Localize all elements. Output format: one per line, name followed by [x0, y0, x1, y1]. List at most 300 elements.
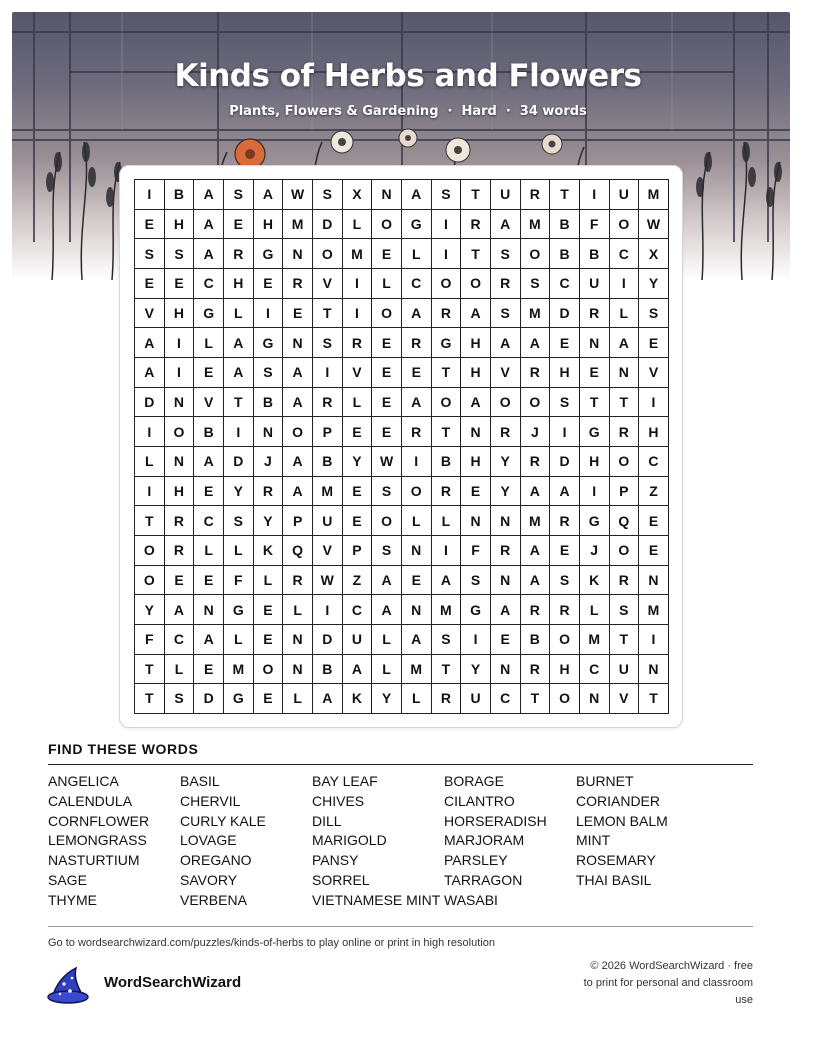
- grid-cell[interactable]: N: [491, 506, 521, 536]
- grid-cell[interactable]: L: [135, 447, 165, 477]
- grid-cell[interactable]: Q: [283, 536, 313, 566]
- grid-cell[interactable]: Y: [461, 655, 491, 685]
- grid-cell[interactable]: A: [432, 566, 462, 596]
- grid-cell[interactable]: O: [550, 625, 580, 655]
- grid-cell[interactable]: I: [343, 269, 373, 299]
- grid-cell[interactable]: O: [432, 388, 462, 418]
- grid-cell[interactable]: O: [313, 239, 343, 269]
- grid-cell[interactable]: L: [343, 388, 373, 418]
- grid-cell[interactable]: T: [135, 506, 165, 536]
- grid-cell[interactable]: R: [521, 180, 551, 210]
- grid-cell[interactable]: R: [402, 417, 432, 447]
- grid-cell[interactable]: R: [165, 536, 195, 566]
- grid-cell[interactable]: I: [639, 388, 669, 418]
- grid-cell[interactable]: L: [580, 595, 610, 625]
- grid-cell[interactable]: R: [521, 655, 551, 685]
- grid-cell[interactable]: M: [521, 299, 551, 329]
- grid-cell[interactable]: D: [224, 447, 254, 477]
- grid-cell[interactable]: L: [194, 328, 224, 358]
- grid-cell[interactable]: E: [135, 210, 165, 240]
- grid-cell[interactable]: S: [639, 299, 669, 329]
- grid-cell[interactable]: I: [254, 299, 284, 329]
- grid-cell[interactable]: E: [550, 536, 580, 566]
- grid-cell[interactable]: T: [521, 684, 551, 714]
- grid-cell[interactable]: R: [491, 269, 521, 299]
- grid-cell[interactable]: T: [135, 684, 165, 714]
- grid-cell[interactable]: N: [639, 655, 669, 685]
- grid-cell[interactable]: A: [224, 358, 254, 388]
- grid-cell[interactable]: M: [432, 595, 462, 625]
- grid-cell[interactable]: G: [224, 595, 254, 625]
- grid-cell[interactable]: G: [402, 210, 432, 240]
- grid-cell[interactable]: R: [432, 299, 462, 329]
- grid-cell[interactable]: H: [224, 269, 254, 299]
- grid-cell[interactable]: H: [461, 447, 491, 477]
- grid-cell[interactable]: D: [550, 299, 580, 329]
- grid-cell[interactable]: K: [254, 536, 284, 566]
- grid-cell[interactable]: T: [432, 358, 462, 388]
- grid-cell[interactable]: B: [194, 417, 224, 447]
- grid-cell[interactable]: I: [135, 477, 165, 507]
- grid-cell[interactable]: Y: [491, 447, 521, 477]
- grid-cell[interactable]: H: [461, 358, 491, 388]
- grid-cell[interactable]: N: [610, 358, 640, 388]
- grid-cell[interactable]: O: [402, 477, 432, 507]
- grid-cell[interactable]: Y: [372, 684, 402, 714]
- grid-cell[interactable]: C: [491, 684, 521, 714]
- grid-cell[interactable]: P: [283, 506, 313, 536]
- grid-cell[interactable]: W: [639, 210, 669, 240]
- grid-cell[interactable]: N: [491, 655, 521, 685]
- grid-cell[interactable]: I: [224, 417, 254, 447]
- grid-cell[interactable]: O: [550, 684, 580, 714]
- grid-cell[interactable]: S: [313, 328, 343, 358]
- grid-cell[interactable]: Y: [639, 269, 669, 299]
- grid-cell[interactable]: R: [610, 417, 640, 447]
- grid-cell[interactable]: S: [432, 180, 462, 210]
- grid-cell[interactable]: H: [254, 210, 284, 240]
- grid-cell[interactable]: O: [135, 566, 165, 596]
- grid-cell[interactable]: R: [580, 299, 610, 329]
- footer-link-text[interactable]: Go to wordsearchwizard.com/puzzles/kinds-of-herbs to play online or print in high resolution: [48, 937, 495, 949]
- grid-cell[interactable]: K: [580, 566, 610, 596]
- grid-cell[interactable]: L: [224, 625, 254, 655]
- grid-cell[interactable]: S: [165, 239, 195, 269]
- grid-cell[interactable]: M: [639, 180, 669, 210]
- grid-cell[interactable]: Y: [254, 506, 284, 536]
- grid-cell[interactable]: R: [313, 388, 343, 418]
- grid-cell[interactable]: L: [402, 239, 432, 269]
- grid-cell[interactable]: N: [580, 328, 610, 358]
- grid-cell[interactable]: O: [521, 239, 551, 269]
- grid-cell[interactable]: A: [461, 388, 491, 418]
- grid-cell[interactable]: O: [610, 536, 640, 566]
- grid-cell[interactable]: N: [194, 595, 224, 625]
- grid-cell[interactable]: A: [194, 180, 224, 210]
- grid-cell[interactable]: H: [461, 328, 491, 358]
- grid-cell[interactable]: A: [521, 536, 551, 566]
- grid-cell[interactable]: B: [580, 239, 610, 269]
- grid-cell[interactable]: R: [343, 328, 373, 358]
- grid-cell[interactable]: O: [283, 417, 313, 447]
- grid-cell[interactable]: N: [165, 388, 195, 418]
- grid-cell[interactable]: R: [432, 477, 462, 507]
- grid-cell[interactable]: H: [580, 447, 610, 477]
- grid-cell[interactable]: S: [224, 506, 254, 536]
- grid-cell[interactable]: K: [343, 684, 373, 714]
- grid-cell[interactable]: Y: [491, 477, 521, 507]
- grid-cell[interactable]: I: [402, 447, 432, 477]
- grid-cell[interactable]: C: [580, 655, 610, 685]
- grid-cell[interactable]: M: [224, 655, 254, 685]
- grid-cell[interactable]: E: [194, 655, 224, 685]
- grid-cell[interactable]: I: [432, 536, 462, 566]
- grid-cell[interactable]: L: [432, 506, 462, 536]
- grid-cell[interactable]: L: [372, 625, 402, 655]
- grid-cell[interactable]: L: [224, 299, 254, 329]
- grid-cell[interactable]: N: [372, 180, 402, 210]
- grid-cell[interactable]: A: [491, 595, 521, 625]
- grid-cell[interactable]: Q: [610, 506, 640, 536]
- grid-cell[interactable]: E: [165, 269, 195, 299]
- grid-cell[interactable]: B: [313, 447, 343, 477]
- grid-cell[interactable]: R: [432, 684, 462, 714]
- grid-cell[interactable]: N: [402, 536, 432, 566]
- grid-cell[interactable]: E: [580, 358, 610, 388]
- grid-cell[interactable]: W: [372, 447, 402, 477]
- grid-cell[interactable]: E: [372, 388, 402, 418]
- grid-cell[interactable]: A: [224, 328, 254, 358]
- grid-cell[interactable]: L: [283, 684, 313, 714]
- grid-cell[interactable]: O: [135, 536, 165, 566]
- grid-cell[interactable]: W: [283, 180, 313, 210]
- grid-cell[interactable]: A: [372, 595, 402, 625]
- grid-cell[interactable]: M: [313, 477, 343, 507]
- brand-name[interactable]: WordSearchWizard: [104, 974, 242, 991]
- grid-cell[interactable]: R: [521, 595, 551, 625]
- grid-cell[interactable]: R: [610, 566, 640, 596]
- grid-cell[interactable]: D: [550, 447, 580, 477]
- grid-cell[interactable]: U: [610, 180, 640, 210]
- grid-cell[interactable]: S: [165, 684, 195, 714]
- grid-cell[interactable]: I: [580, 180, 610, 210]
- grid-cell[interactable]: E: [254, 625, 284, 655]
- grid-cell[interactable]: G: [580, 506, 610, 536]
- grid-cell[interactable]: L: [343, 210, 373, 240]
- grid-cell[interactable]: B: [254, 388, 284, 418]
- grid-cell[interactable]: E: [343, 506, 373, 536]
- grid-cell[interactable]: E: [639, 328, 669, 358]
- grid-cell[interactable]: Y: [135, 595, 165, 625]
- grid-cell[interactable]: E: [224, 210, 254, 240]
- grid-cell[interactable]: B: [432, 447, 462, 477]
- grid-cell[interactable]: M: [283, 210, 313, 240]
- grid-cell[interactable]: A: [402, 299, 432, 329]
- grid-cell[interactable]: I: [313, 358, 343, 388]
- grid-cell[interactable]: S: [491, 239, 521, 269]
- grid-cell[interactable]: G: [254, 328, 284, 358]
- grid-cell[interactable]: O: [254, 655, 284, 685]
- grid-cell[interactable]: F: [224, 566, 254, 596]
- grid-cell[interactable]: L: [402, 506, 432, 536]
- grid-cell[interactable]: N: [461, 506, 491, 536]
- grid-cell[interactable]: A: [461, 299, 491, 329]
- grid-cell[interactable]: E: [194, 566, 224, 596]
- grid-cell[interactable]: E: [135, 269, 165, 299]
- grid-cell[interactable]: I: [432, 210, 462, 240]
- grid-cell[interactable]: N: [283, 655, 313, 685]
- grid-cell[interactable]: X: [343, 180, 373, 210]
- grid-cell[interactable]: L: [372, 269, 402, 299]
- grid-cell[interactable]: N: [580, 684, 610, 714]
- grid-cell[interactable]: E: [402, 358, 432, 388]
- grid-cell[interactable]: N: [283, 328, 313, 358]
- grid-cell[interactable]: Y: [343, 447, 373, 477]
- grid-cell[interactable]: A: [491, 210, 521, 240]
- grid-cell[interactable]: R: [402, 328, 432, 358]
- grid-cell[interactable]: E: [372, 239, 402, 269]
- grid-cell[interactable]: T: [610, 388, 640, 418]
- grid-cell[interactable]: E: [402, 566, 432, 596]
- grid-cell[interactable]: O: [372, 506, 402, 536]
- grid-cell[interactable]: D: [313, 210, 343, 240]
- grid-cell[interactable]: O: [372, 210, 402, 240]
- grid-cell[interactable]: T: [224, 388, 254, 418]
- grid-cell[interactable]: F: [461, 536, 491, 566]
- grid-cell[interactable]: U: [580, 269, 610, 299]
- grid-cell[interactable]: I: [135, 180, 165, 210]
- grid-cell[interactable]: R: [283, 269, 313, 299]
- grid-cell[interactable]: T: [432, 655, 462, 685]
- grid-cell[interactable]: A: [521, 328, 551, 358]
- grid-cell[interactable]: J: [580, 536, 610, 566]
- grid-cell[interactable]: I: [432, 239, 462, 269]
- grid-cell[interactable]: R: [254, 477, 284, 507]
- grid-cell[interactable]: R: [491, 536, 521, 566]
- grid-cell[interactable]: N: [402, 595, 432, 625]
- grid-cell[interactable]: L: [283, 595, 313, 625]
- grid-cell[interactable]: E: [461, 477, 491, 507]
- grid-cell[interactable]: D: [313, 625, 343, 655]
- grid-cell[interactable]: E: [372, 328, 402, 358]
- grid-cell[interactable]: J: [521, 417, 551, 447]
- grid-cell[interactable]: R: [550, 506, 580, 536]
- grid-cell[interactable]: A: [283, 447, 313, 477]
- grid-cell[interactable]: V: [313, 269, 343, 299]
- grid-cell[interactable]: S: [254, 358, 284, 388]
- grid-cell[interactable]: A: [402, 388, 432, 418]
- grid-cell[interactable]: H: [639, 417, 669, 447]
- grid-cell[interactable]: B: [550, 239, 580, 269]
- grid-cell[interactable]: S: [550, 566, 580, 596]
- grid-cell[interactable]: H: [550, 358, 580, 388]
- grid-cell[interactable]: A: [283, 358, 313, 388]
- grid-cell[interactable]: U: [461, 684, 491, 714]
- grid-cell[interactable]: Z: [343, 566, 373, 596]
- grid-cell[interactable]: R: [165, 506, 195, 536]
- grid-cell[interactable]: N: [165, 447, 195, 477]
- grid-cell[interactable]: O: [432, 269, 462, 299]
- grid-cell[interactable]: E: [254, 595, 284, 625]
- grid-cell[interactable]: O: [521, 388, 551, 418]
- grid-cell[interactable]: I: [165, 358, 195, 388]
- grid-cell[interactable]: R: [461, 210, 491, 240]
- grid-cell[interactable]: N: [254, 417, 284, 447]
- grid-cell[interactable]: A: [283, 388, 313, 418]
- grid-cell[interactable]: X: [639, 239, 669, 269]
- grid-cell[interactable]: C: [194, 269, 224, 299]
- grid-cell[interactable]: O: [491, 388, 521, 418]
- grid-cell[interactable]: E: [194, 358, 224, 388]
- grid-cell[interactable]: A: [194, 210, 224, 240]
- grid-cell[interactable]: E: [283, 299, 313, 329]
- grid-cell[interactable]: P: [610, 477, 640, 507]
- grid-cell[interactable]: D: [194, 684, 224, 714]
- grid-cell[interactable]: G: [224, 684, 254, 714]
- grid-cell[interactable]: E: [372, 417, 402, 447]
- grid-cell[interactable]: A: [402, 180, 432, 210]
- grid-cell[interactable]: A: [402, 625, 432, 655]
- grid-cell[interactable]: N: [283, 625, 313, 655]
- grid-cell[interactable]: O: [461, 269, 491, 299]
- grid-cell[interactable]: A: [194, 239, 224, 269]
- grid-cell[interactable]: T: [550, 180, 580, 210]
- grid-cell[interactable]: A: [194, 625, 224, 655]
- grid-cell[interactable]: C: [639, 447, 669, 477]
- grid-cell[interactable]: B: [521, 625, 551, 655]
- grid-cell[interactable]: H: [550, 655, 580, 685]
- grid-cell[interactable]: A: [521, 477, 551, 507]
- grid-cell[interactable]: A: [165, 595, 195, 625]
- grid-cell[interactable]: E: [194, 477, 224, 507]
- grid-cell[interactable]: L: [165, 655, 195, 685]
- grid-cell[interactable]: A: [343, 655, 373, 685]
- grid-cell[interactable]: N: [283, 239, 313, 269]
- grid-cell[interactable]: A: [550, 477, 580, 507]
- grid-cell[interactable]: N: [639, 566, 669, 596]
- grid-cell[interactable]: T: [135, 655, 165, 685]
- grid-cell[interactable]: T: [639, 684, 669, 714]
- grid-cell[interactable]: D: [135, 388, 165, 418]
- grid-cell[interactable]: Z: [639, 477, 669, 507]
- grid-cell[interactable]: V: [610, 684, 640, 714]
- grid-cell[interactable]: E: [639, 506, 669, 536]
- grid-cell[interactable]: R: [283, 566, 313, 596]
- grid-cell[interactable]: S: [372, 477, 402, 507]
- grid-cell[interactable]: A: [372, 566, 402, 596]
- grid-cell[interactable]: P: [313, 417, 343, 447]
- grid-cell[interactable]: M: [521, 506, 551, 536]
- grid-cell[interactable]: R: [491, 417, 521, 447]
- grid-cell[interactable]: A: [283, 477, 313, 507]
- grid-cell[interactable]: U: [313, 506, 343, 536]
- grid-cell[interactable]: I: [580, 477, 610, 507]
- grid-cell[interactable]: V: [491, 358, 521, 388]
- grid-cell[interactable]: L: [402, 684, 432, 714]
- grid-cell[interactable]: V: [343, 358, 373, 388]
- grid-cell[interactable]: S: [521, 269, 551, 299]
- grid-cell[interactable]: R: [521, 358, 551, 388]
- grid-cell[interactable]: E: [491, 625, 521, 655]
- grid-cell[interactable]: C: [402, 269, 432, 299]
- grid-cell[interactable]: E: [372, 358, 402, 388]
- grid-cell[interactable]: T: [461, 180, 491, 210]
- grid-cell[interactable]: C: [165, 625, 195, 655]
- grid-cell[interactable]: E: [343, 417, 373, 447]
- grid-cell[interactable]: T: [580, 388, 610, 418]
- grid-cell[interactable]: N: [491, 566, 521, 596]
- grid-cell[interactable]: U: [610, 655, 640, 685]
- grid-cell[interactable]: A: [194, 447, 224, 477]
- grid-cell[interactable]: B: [165, 180, 195, 210]
- grid-cell[interactable]: P: [343, 536, 373, 566]
- grid-cell[interactable]: M: [343, 239, 373, 269]
- grid-cell[interactable]: I: [165, 328, 195, 358]
- grid-cell[interactable]: R: [521, 447, 551, 477]
- grid-cell[interactable]: L: [194, 536, 224, 566]
- grid-cell[interactable]: M: [639, 595, 669, 625]
- grid-cell[interactable]: G: [254, 239, 284, 269]
- grid-cell[interactable]: H: [165, 477, 195, 507]
- grid-cell[interactable]: S: [461, 566, 491, 596]
- grid-cell[interactable]: L: [372, 655, 402, 685]
- grid-cell[interactable]: V: [194, 388, 224, 418]
- grid-cell[interactable]: O: [372, 299, 402, 329]
- grid-cell[interactable]: V: [639, 358, 669, 388]
- grid-cell[interactable]: O: [165, 417, 195, 447]
- grid-cell[interactable]: V: [313, 536, 343, 566]
- grid-cell[interactable]: I: [135, 417, 165, 447]
- grid-cell[interactable]: L: [224, 536, 254, 566]
- grid-cell[interactable]: C: [550, 269, 580, 299]
- grid-cell[interactable]: E: [550, 328, 580, 358]
- grid-cell[interactable]: L: [610, 299, 640, 329]
- grid-cell[interactable]: S: [313, 180, 343, 210]
- grid-cell[interactable]: T: [461, 239, 491, 269]
- grid-cell[interactable]: E: [639, 536, 669, 566]
- grid-cell[interactable]: A: [135, 328, 165, 358]
- grid-cell[interactable]: C: [194, 506, 224, 536]
- grid-cell[interactable]: M: [580, 625, 610, 655]
- grid-cell[interactable]: A: [521, 566, 551, 596]
- grid-cell[interactable]: S: [372, 536, 402, 566]
- grid-cell[interactable]: Y: [224, 477, 254, 507]
- grid-cell[interactable]: G: [580, 417, 610, 447]
- grid-cell[interactable]: E: [254, 684, 284, 714]
- grid-cell[interactable]: I: [550, 417, 580, 447]
- grid-cell[interactable]: T: [432, 417, 462, 447]
- grid-cell[interactable]: W: [313, 566, 343, 596]
- grid-cell[interactable]: I: [313, 595, 343, 625]
- grid-cell[interactable]: C: [343, 595, 373, 625]
- grid-cell[interactable]: R: [550, 595, 580, 625]
- grid-cell[interactable]: G: [461, 595, 491, 625]
- grid-cell[interactable]: U: [491, 180, 521, 210]
- grid-cell[interactable]: I: [461, 625, 491, 655]
- grid-cell[interactable]: F: [580, 210, 610, 240]
- grid-cell[interactable]: J: [254, 447, 284, 477]
- grid-cell[interactable]: S: [224, 180, 254, 210]
- grid-cell[interactable]: R: [224, 239, 254, 269]
- grid-cell[interactable]: S: [135, 239, 165, 269]
- grid-cell[interactable]: S: [491, 299, 521, 329]
- grid-cell[interactable]: A: [610, 328, 640, 358]
- grid-cell[interactable]: C: [610, 239, 640, 269]
- grid-cell[interactable]: O: [610, 210, 640, 240]
- grid-cell[interactable]: H: [165, 299, 195, 329]
- grid-cell[interactable]: A: [254, 180, 284, 210]
- grid-cell[interactable]: N: [461, 417, 491, 447]
